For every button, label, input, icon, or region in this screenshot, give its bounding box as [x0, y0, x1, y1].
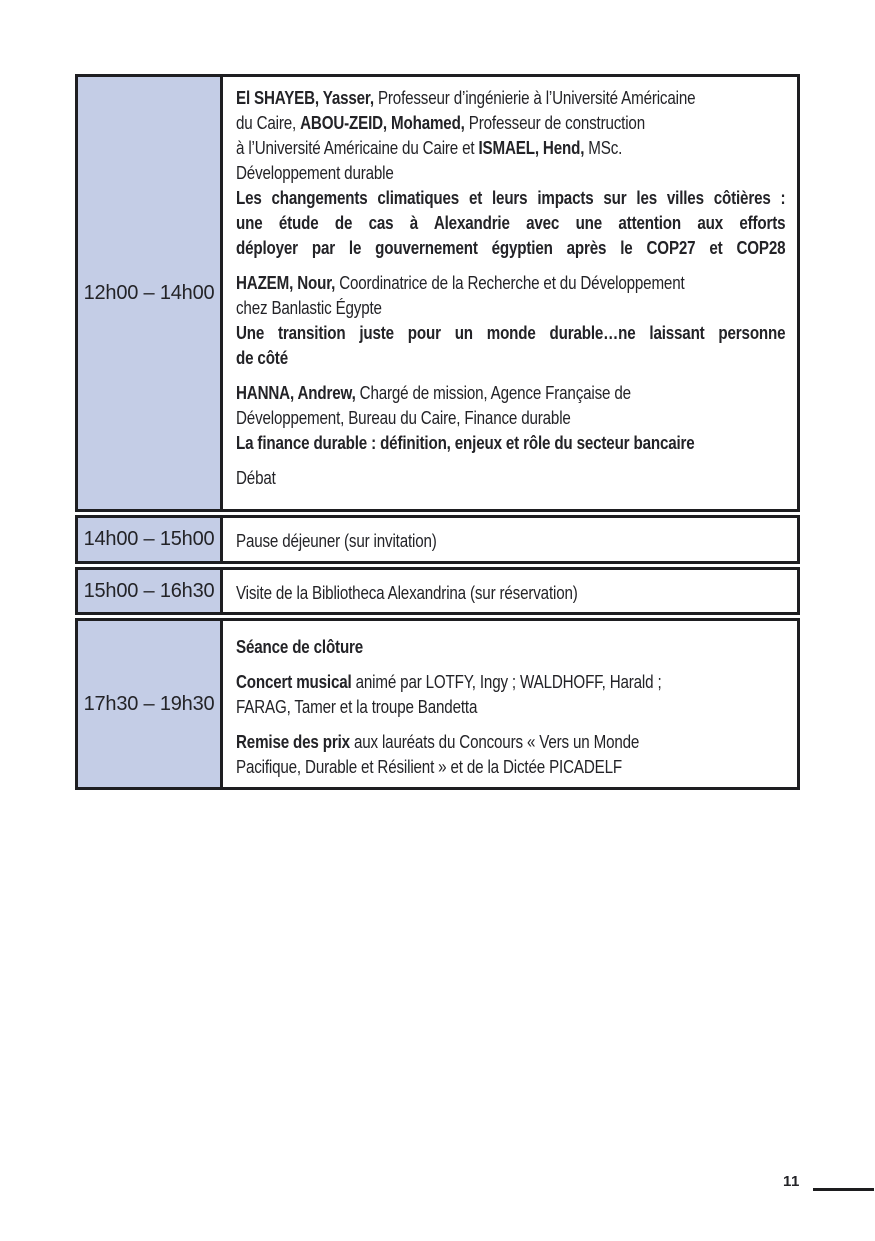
cell-text: [236, 580, 785, 605]
regular-text: Développement, Bureau du Caire, Finance durable: [236, 407, 571, 428]
text-line: [236, 580, 785, 605]
text-line: [236, 295, 785, 320]
paragraph: [236, 85, 785, 185]
table-row: [75, 567, 800, 615]
bold-text: Une transition juste pour un monde durable…ne laissant personne: [236, 322, 786, 343]
paragraph: [236, 634, 785, 659]
text-line: [236, 110, 785, 135]
text-line: [236, 380, 785, 405]
cell-text: [236, 634, 785, 779]
text-line: [236, 85, 785, 110]
bold-text: une étude de cas à Alexandrie avec une attention aux efforts: [236, 212, 786, 233]
page-number: 11: [783, 1173, 800, 1190]
regular-text: à l’Université Américaine du Caire et: [236, 137, 479, 158]
paragraph: [236, 580, 785, 605]
time-label: 12h00 – 14h00: [83, 281, 215, 304]
paragraph: [236, 380, 785, 430]
table-row: [75, 74, 800, 512]
text-line: [236, 465, 785, 490]
time-label: 14h00 – 15h00: [83, 528, 215, 550]
regular-text: animé par LOTFY, Ingy ; WALDHOFF, Harald ;: [351, 671, 662, 692]
text-line: [236, 430, 785, 455]
text-line: [236, 634, 785, 659]
time-label: 15h00 – 16h30: [83, 579, 215, 602]
regular-text: Débat: [236, 467, 276, 488]
text-line: [236, 135, 785, 160]
content-cell: [223, 570, 797, 612]
time-cell: [78, 570, 223, 612]
bold-text: de côté: [236, 347, 288, 368]
text-line: [236, 210, 785, 235]
schedule-table: [75, 74, 800, 793]
bold-text: ISMAEL, Hend,: [478, 137, 585, 158]
bold-text: Remise des prix: [236, 731, 350, 752]
bold-text: Les changements climatiques et leurs impacts sur les villes côtières :: [236, 187, 786, 208]
text-line: [236, 669, 785, 694]
table-row: [75, 618, 800, 790]
regular-text: Visite de la Bibliotheca Alexandrina (sur réservation): [236, 581, 578, 603]
table-row: [75, 515, 800, 564]
regular-text: Pacifique, Durable et Résilient » et de la Dictée PICADELF: [236, 756, 622, 777]
regular-text: aux lauréats du Concours « Vers un Monde: [349, 731, 640, 752]
content-cell: [223, 77, 797, 509]
regular-text: chez Banlastic Égypte: [236, 297, 382, 318]
text-line: [236, 528, 785, 553]
bold-text: El SHAYEB, Yasser,: [236, 87, 374, 108]
bold-text: déployer par le gouvernement égyptien après le COP27 et COP28: [236, 237, 786, 258]
text-line: [236, 345, 785, 370]
time-cell: [78, 77, 223, 509]
time-label: 17h30 – 19h30: [83, 692, 215, 715]
regular-text: Chargé de mission, Agence Française de: [355, 382, 631, 403]
content-cell: [223, 621, 797, 787]
regular-text: Coordinatrice de la Recherche et du Développement: [335, 272, 685, 293]
bold-text: ABOU-ZEID, Mohamed,: [300, 112, 465, 133]
time-cell: [78, 518, 223, 561]
cell-text: [236, 528, 785, 553]
regular-text: Pause déjeuner (sur invitation): [236, 530, 437, 551]
text-line: [236, 694, 785, 719]
text-line: [236, 185, 785, 210]
bold-text: Séance de clôture: [236, 636, 364, 657]
regular-text: Développement durable: [236, 162, 394, 183]
paragraph: [236, 430, 785, 455]
regular-text: FARAG, Tamer et la troupe Bandetta: [236, 696, 478, 717]
regular-text: Professeur de construction: [464, 112, 645, 133]
text-line: [236, 160, 785, 185]
text-line: [236, 320, 785, 345]
paragraph: [236, 528, 785, 553]
content-cell: [223, 518, 797, 561]
text-line: [236, 729, 785, 754]
bold-text: HAZEM, Nour,: [236, 272, 336, 293]
bold-text: Concert musical: [236, 671, 352, 692]
paragraph: [236, 185, 785, 260]
paragraph: [236, 669, 785, 719]
regular-text: Professeur d’ingénierie à l’Université Américaine: [373, 87, 696, 108]
bold-text: La finance durable : définition, enjeux et rôle du secteur bancaire: [236, 432, 695, 453]
text-line: [236, 235, 785, 260]
paragraph: [236, 320, 785, 370]
text-line: [236, 405, 785, 430]
text-line: [236, 754, 785, 779]
bold-text: HANNA, Andrew,: [236, 382, 356, 403]
paragraph: [236, 270, 785, 320]
paragraph: [236, 729, 785, 779]
time-cell: [78, 621, 223, 787]
paragraph: [236, 465, 785, 490]
cell-text: [236, 85, 785, 490]
regular-text: du Caire,: [236, 112, 301, 133]
regular-text: MSc.: [584, 137, 623, 158]
text-line: [236, 270, 785, 295]
footer-rule: [813, 1188, 874, 1191]
